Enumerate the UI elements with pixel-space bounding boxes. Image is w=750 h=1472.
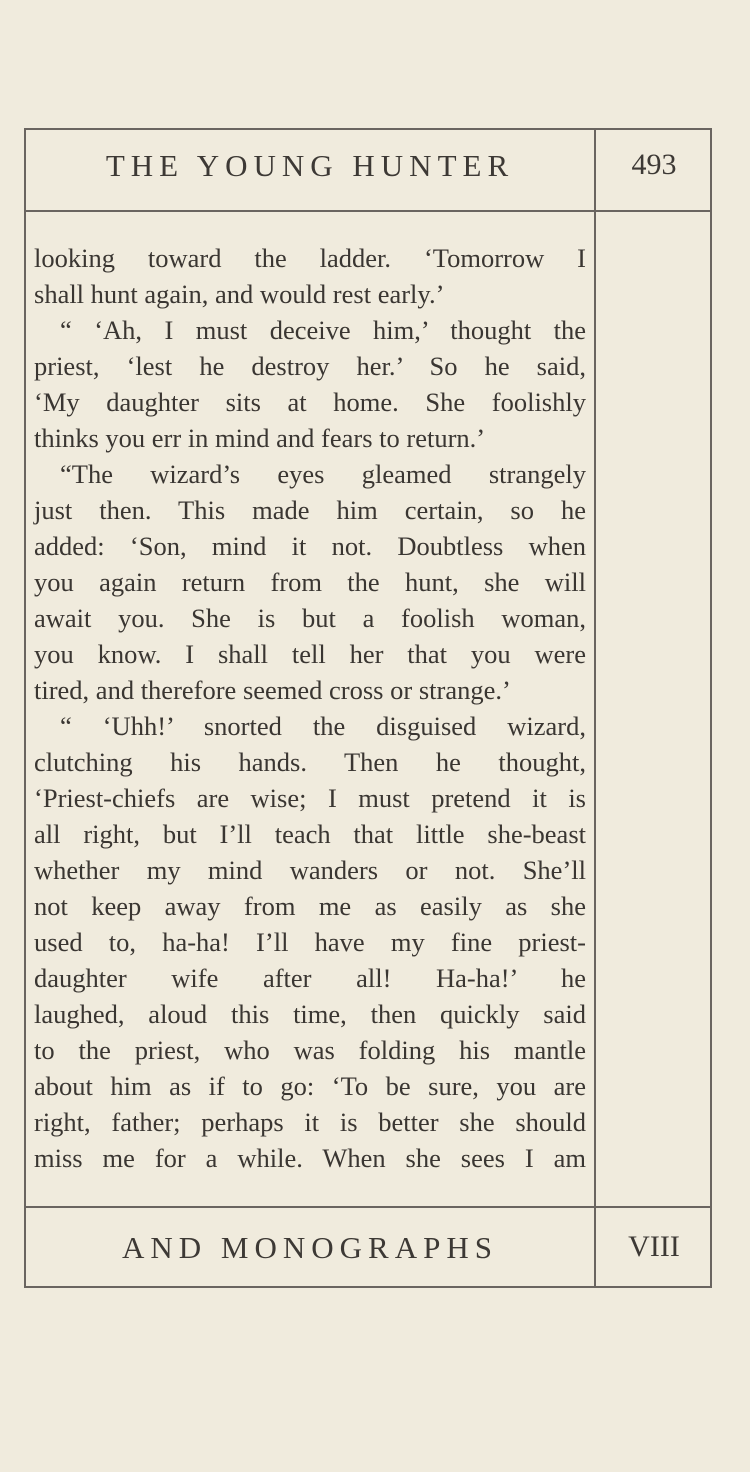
text-line: shall hunt again, and would rest early.’ [34, 279, 445, 309]
text-line: to the priest, who was folding his mantle [34, 1035, 586, 1065]
page-frame [24, 128, 712, 1288]
text-line: added: ‘Son, mind it not. Doubtless when [34, 531, 586, 561]
text-line: not keep away from me as easily as she [34, 891, 586, 921]
text-line: “ ‘Uhh!’ snorted the disguised wizard, [60, 711, 586, 741]
header-rule [26, 210, 710, 212]
text-line: you know. I shall tell her that you were [34, 639, 586, 669]
text-line: clutching his hands. Then he thought, [34, 747, 586, 777]
text-line: “The wizard’s eyes gleamed strangely [60, 459, 586, 489]
text-line: used to, ha-ha! I’ll have my fine priest- [34, 927, 586, 957]
page-number: 493 [631, 148, 677, 181]
text-line: thinks you err in mind and fears to return.’ [34, 423, 486, 453]
footer-rule [26, 1206, 710, 1208]
text-line: about him as if to go: ‘To be sure, you are [34, 1071, 586, 1101]
body-text [34, 240, 586, 1176]
text-line: all right, but I’ll teach that little she-beast [34, 819, 586, 849]
series-title: AND MONOGRAPHS [122, 1230, 498, 1265]
text-line: you again return from the hunt, she will [34, 567, 586, 597]
column-divider [594, 130, 596, 1286]
running-title: THE YOUNG HUNTER [105, 148, 515, 183]
text-line: ‘My daughter sits at home. She foolishly [34, 387, 586, 417]
text-line: ‘Priest-chiefs are wise; I must pretend it is [34, 783, 586, 813]
text-line: await you. She is but a foolish woman, [34, 603, 586, 633]
text-line: just then. This made him certain, so he [34, 495, 586, 525]
text-line: daughter wife after all! Ha-ha!’ he [34, 963, 586, 993]
text-line: miss me for a while. When she sees I am [34, 1143, 586, 1173]
text-line: right, father; perhaps it is better she should [34, 1107, 586, 1137]
text-line: priest, ‘lest he destroy her.’ So he said, [34, 351, 586, 381]
volume-number: VIII [628, 1230, 680, 1263]
text-line: looking toward the ladder. ‘Tomorrow I [34, 243, 586, 273]
text-line: tired, and therefore seemed cross or strange.’ [34, 675, 511, 705]
text-line: whether my mind wanders or not. She’ll [34, 855, 586, 885]
text-line: laughed, aloud this time, then quickly said [34, 999, 586, 1029]
text-line: “ ‘Ah, I must deceive him,’ thought the [60, 315, 586, 345]
